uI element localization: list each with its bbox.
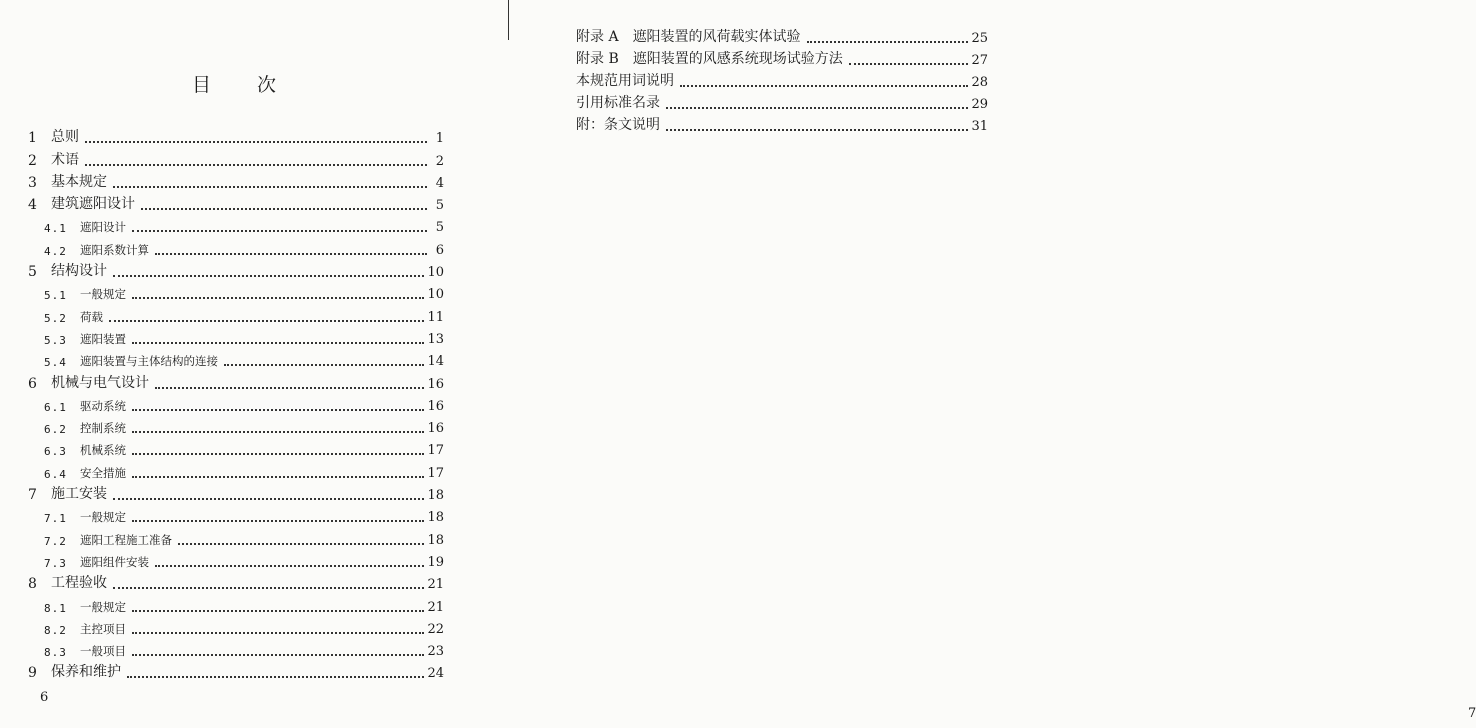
toc-entry [576,24,988,46]
toc-entry [28,436,444,458]
toc-title-char-2: 次 [257,74,279,96]
left-page [0,0,508,728]
toc-entry [28,659,444,681]
toc-entry-number: 3 [28,174,37,191]
toc-entry-number: 7.1 [44,512,67,526]
toc-entry [576,90,988,112]
toc-leader-dots [132,409,424,411]
toc-entry [28,503,444,525]
toc-entry-title: 术语 [51,151,79,168]
toc-entry-title: 遮阳装置的风感系统现场试验方法 [632,51,843,68]
toc-entry [28,124,444,146]
toc-entry-title: 遮阳装置 [80,331,126,346]
toc-entry-page: 16 [427,421,444,437]
toc-leader-dots [113,587,424,589]
toc-entry-title: 主控项目 [80,621,126,636]
toc-entry-title: 保养和维护 [51,664,121,681]
toc-entry-page: 14 [427,354,444,370]
toc-entry-page: 1 [435,131,444,147]
toc-entry-page: 5 [435,198,444,214]
toc-leader-dots [666,107,968,109]
toc-entry-number: 6.4 [44,467,67,481]
toc-entry-page: 28 [971,75,988,91]
toc-leader-dots [155,253,427,255]
toc-list-left [28,124,444,681]
toc-entry-number: 6.2 [44,423,67,437]
toc-entry [28,302,444,324]
page-number-left: 6 [40,690,49,705]
toc-leader-dots [127,676,424,678]
toc-entry-number: 1 [28,130,37,147]
toc-entry-title: 遮阳系数计算 [80,242,149,257]
toc-entry-number: 5.4 [44,356,67,370]
toc-entry-number: 4 [28,197,37,214]
toc-entry [28,615,444,637]
toc-title-char-1: 目 [191,74,213,96]
toc-entry-page: 6 [435,242,444,258]
toc-entry-number: 附录 B [576,51,619,68]
toc-entry-title: 安全措施 [80,465,126,480]
toc-leader-dots [113,498,424,500]
toc-entry-page: 4 [435,175,444,191]
toc-list-right [576,24,988,134]
toc-entry-title: 遮阳工程施工准备 [80,532,172,547]
toc-leader-dots [85,164,427,166]
toc-entry-title: 驱动系统 [80,398,126,413]
toc-entry [28,592,444,614]
toc-entry [28,525,444,547]
toc-entry-page: 21 [427,599,444,615]
page-number-right: 7 [1468,706,1476,721]
toc-entry [576,46,988,68]
toc-leader-dots [132,476,424,478]
toc-entry-number: 4.2 [44,244,67,258]
toc-entry-number: 5.1 [44,289,67,303]
toc-entry-title: 控制系统 [80,421,126,436]
toc-entry [28,258,444,280]
toc-entry-page: 23 [427,644,444,660]
toc-entry-page: 18 [427,488,444,504]
toc-entry [28,213,444,235]
toc-entry-page: 13 [427,331,444,347]
toc-entry-title: 工程验收 [51,575,107,592]
toc-leader-dots [132,654,424,656]
toc-leader-dots [109,320,424,322]
toc-entry [28,369,444,391]
toc-leader-dots [132,632,424,634]
toc-entry-number: 6.1 [44,400,67,414]
toc-entry-title: 一般项目 [80,644,126,659]
toc-entry-number: 8.3 [44,646,67,660]
toc-entry-title: 一般规定 [80,510,126,525]
toc-entry [28,548,444,570]
toc-entry-title: 机械与电气设计 [51,374,149,391]
toc-entry-number: 附录 A [576,29,619,46]
toc-entry-page: 21 [427,577,444,593]
toc-entry-page: 29 [971,97,988,113]
toc-entry-title: 遮阳组件安装 [80,554,149,569]
toc-entry-page: 16 [427,398,444,414]
toc-entry [28,325,444,347]
toc-entry-page: 18 [427,532,444,548]
toc-entry-number: 4.1 [44,222,67,236]
toc-entry-page: 31 [971,119,988,135]
toc-entry-number: 9 [28,665,37,682]
toc-entry-number: 5 [28,264,37,281]
toc-entry-page: 5 [435,220,444,236]
toc-entry-title: 本规范用词说明 [576,73,674,90]
toc-leader-dots [132,520,424,522]
toc-entry [28,570,444,592]
toc-title [0,70,470,97]
toc-entry [28,146,444,168]
toc-entry-page: 17 [427,443,444,459]
toc-leader-dots [113,186,427,188]
toc-leader-dots [141,208,427,210]
toc-entry-page: 24 [427,666,444,682]
toc-entry-number: 5.3 [44,333,67,347]
toc-entry-title: 结构设计 [51,263,107,280]
toc-entry-title: 总则 [51,129,79,146]
toc-entry [576,112,988,134]
toc-leader-dots [807,41,969,43]
toc-entry-title: 施工安装 [51,486,107,503]
toc-entry-title: 机械系统 [80,443,126,458]
toc-entry-number: 8.1 [44,601,67,615]
toc-leader-dots [132,230,427,232]
toc-leader-dots [113,275,424,277]
toc-entry [28,347,444,369]
toc-entry [28,637,444,659]
toc-entry-page: 2 [435,153,444,169]
toc-entry [28,458,444,480]
toc-leader-dots [132,431,424,433]
toc-entry-number: 8.2 [44,623,67,637]
toc-entry-title: 遮阳装置与主体结构的连接 [80,354,218,369]
toc-leader-dots [680,85,968,87]
book-spine [508,0,509,40]
toc-entry [28,481,444,503]
toc-entry-title: 引用标准名录 [576,95,660,112]
toc-entry-page: 11 [427,309,444,325]
toc-entry-page: 10 [427,265,444,281]
toc-entry-page: 18 [427,510,444,526]
toc-entry [28,169,444,191]
toc-entry-title: 一般规定 [80,599,126,614]
toc-entry-number: 8 [28,576,37,593]
toc-entry [576,68,988,90]
toc-entry-page: 25 [971,31,988,47]
toc-entry [28,414,444,436]
toc-leader-dots [85,141,427,143]
toc-leader-dots [132,342,424,344]
toc-entry-title: 附：条文说明 [576,117,660,134]
toc-entry-title: 一般规定 [80,287,126,302]
toc-entry-number: 7.2 [44,534,67,548]
toc-entry-page: 22 [427,621,444,637]
toc-entry-title: 基本规定 [51,173,107,190]
toc-entry [28,392,444,414]
toc-leader-dots [155,387,424,389]
toc-entry-number: 6 [28,375,37,392]
toc-leader-dots [132,610,424,612]
toc-leader-dots [178,543,424,545]
toc-entry-number: 6.3 [44,445,67,459]
toc-entry-number: 7.3 [44,556,67,570]
toc-leader-dots [666,129,968,131]
toc-entry-title: 建筑遮阳设计 [51,196,135,213]
toc-entry [28,235,444,257]
toc-entry-number: 2 [28,152,37,169]
toc-entry-page: 17 [427,465,444,481]
toc-entry [28,280,444,302]
toc-entry-page: 19 [427,554,444,570]
toc-entry-number: 7 [28,487,37,504]
toc-leader-dots [849,63,969,65]
toc-entry [28,191,444,213]
toc-leader-dots [132,453,424,455]
toc-entry-number: 5.2 [44,311,67,325]
toc-leader-dots [155,565,424,567]
toc-entry-page: 10 [427,287,444,303]
toc-entry-title: 遮阳装置的风荷载实体试验 [632,29,801,46]
toc-leader-dots [224,364,424,366]
toc-entry-title: 荷载 [80,309,103,324]
toc-entry-page: 27 [971,53,988,69]
toc-entry-title: 遮阳设计 [80,220,126,235]
toc-entry-page: 16 [427,376,444,392]
toc-leader-dots [132,297,424,299]
